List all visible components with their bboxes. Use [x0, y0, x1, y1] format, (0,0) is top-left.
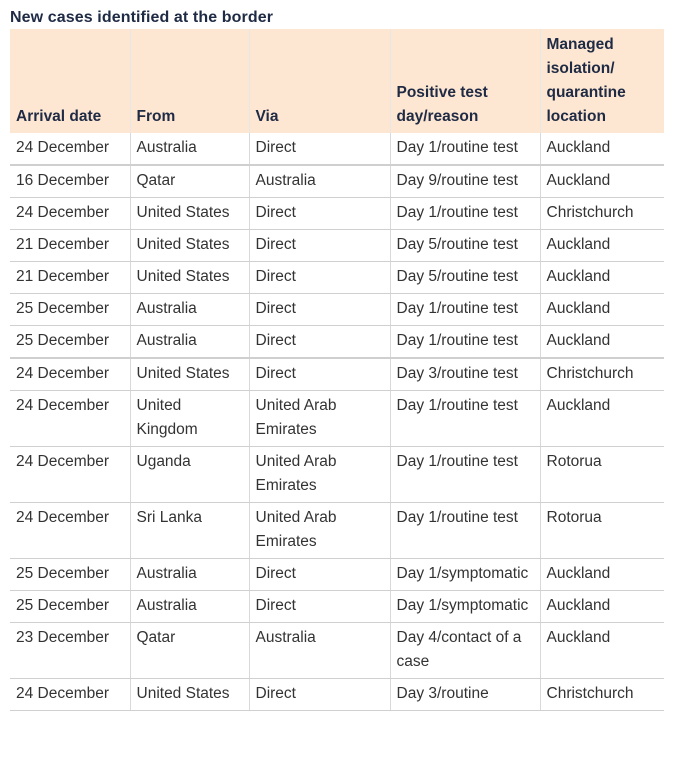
cell-via: Direct	[249, 198, 390, 230]
header-positive-test: Positive test day/reason	[390, 29, 540, 133]
cell-test: Day 5/routine test	[390, 262, 540, 294]
cell-location: Auckland	[540, 165, 664, 198]
cell-arrival: 21 December	[10, 262, 130, 294]
cell-from: Australia	[130, 294, 249, 326]
cell-test: Day 1/routine test	[390, 326, 540, 359]
border-cases-table	[10, 29, 664, 711]
table-row	[10, 391, 664, 447]
cell-location: Auckland	[540, 262, 664, 294]
cell-test: Day 1/routine test	[390, 198, 540, 230]
table-row	[10, 230, 664, 262]
cell-test: Day 3/routine test	[390, 358, 540, 391]
table-row	[10, 262, 664, 294]
header-arrival-date: Arrival date	[10, 29, 130, 133]
cell-arrival: 24 December	[10, 391, 130, 447]
table-title: New cases identified at the border	[10, 9, 274, 26]
cell-location: Auckland	[540, 623, 664, 679]
cell-arrival: 25 December	[10, 559, 130, 591]
cell-from: Uganda	[130, 447, 249, 503]
header-row	[10, 29, 664, 133]
cell-test: Day 1/symptomatic	[390, 591, 540, 623]
cell-from: United States	[130, 230, 249, 262]
cell-via: Direct	[249, 230, 390, 262]
cell-test: Day 4/contact of a case	[390, 623, 540, 679]
cell-via: United Arab Emirates	[249, 447, 390, 503]
table-row	[10, 679, 664, 711]
table-row	[10, 198, 664, 230]
cell-via: Direct	[249, 559, 390, 591]
cell-via: Direct	[249, 358, 390, 391]
cell-location: Christchurch	[540, 198, 664, 230]
table-row	[10, 294, 664, 326]
cell-test: Day 1/routine test	[390, 391, 540, 447]
cell-test: Day 1/routine test	[390, 133, 540, 165]
table-row	[10, 503, 664, 559]
cell-arrival: 24 December	[10, 679, 130, 711]
cell-arrival: 24 December	[10, 133, 130, 165]
cell-from: United States	[130, 679, 249, 711]
cell-arrival: 25 December	[10, 326, 130, 359]
cell-location: Auckland	[540, 326, 664, 359]
cell-from: Qatar	[130, 623, 249, 679]
header-from: From	[130, 29, 249, 133]
table-body	[10, 133, 664, 711]
cell-from: United States	[130, 358, 249, 391]
cell-via: United Arab Emirates	[249, 503, 390, 559]
table-row	[10, 447, 664, 503]
cell-arrival: 16 December	[10, 165, 130, 198]
cell-test: Day 9/routine test	[390, 165, 540, 198]
cell-arrival: 24 December	[10, 447, 130, 503]
cell-from: Australia	[130, 591, 249, 623]
table-row	[10, 358, 664, 391]
cell-location: Christchurch	[540, 679, 664, 711]
header-location: Managed isolation/ quarantine location	[540, 29, 664, 133]
cell-via: Australia	[249, 623, 390, 679]
cell-location: Auckland	[540, 559, 664, 591]
cell-location: Rotorua	[540, 447, 664, 503]
header-via: Via	[249, 29, 390, 133]
cell-location: Auckland	[540, 133, 664, 165]
cell-location: Auckland	[540, 294, 664, 326]
cell-location: Auckland	[540, 230, 664, 262]
table-row	[10, 326, 664, 359]
cell-from: Australia	[130, 326, 249, 359]
table-row	[10, 591, 664, 623]
table-row	[10, 165, 664, 198]
cell-arrival: 24 December	[10, 503, 130, 559]
cell-from: United Kingdom	[130, 391, 249, 447]
cell-test: Day 1/symptomatic	[390, 559, 540, 591]
cell-arrival: 25 December	[10, 591, 130, 623]
cell-via: Direct	[249, 591, 390, 623]
cell-via: Direct	[249, 133, 390, 165]
cell-test: Day 3/routine	[390, 679, 540, 711]
cell-location: Rotorua	[540, 503, 664, 559]
cell-from: Australia	[130, 133, 249, 165]
table-row	[10, 133, 664, 165]
table-row	[10, 623, 664, 679]
cell-from: Australia	[130, 559, 249, 591]
cell-via: Australia	[249, 165, 390, 198]
cell-test: Day 1/routine test	[390, 294, 540, 326]
cell-via: Direct	[249, 294, 390, 326]
cell-arrival: 25 December	[10, 294, 130, 326]
cell-from: United States	[130, 198, 249, 230]
table-header	[10, 29, 664, 133]
cell-from: Qatar	[130, 165, 249, 198]
cell-test: Day 1/routine test	[390, 447, 540, 503]
cell-test: Day 1/routine test	[390, 503, 540, 559]
cell-via: United Arab Emirates	[249, 391, 390, 447]
cell-from: Sri Lanka	[130, 503, 249, 559]
cell-arrival: 24 December	[10, 198, 130, 230]
cell-via: Direct	[249, 679, 390, 711]
cell-via: Direct	[249, 262, 390, 294]
cell-from: United States	[130, 262, 249, 294]
cell-arrival: 21 December	[10, 230, 130, 262]
cell-via: Direct	[249, 326, 390, 359]
cell-arrival: 23 December	[10, 623, 130, 679]
cell-location: Auckland	[540, 591, 664, 623]
cell-arrival: 24 December	[10, 358, 130, 391]
cell-test: Day 5/routine test	[390, 230, 540, 262]
cell-location: Auckland	[540, 391, 664, 447]
table-row	[10, 559, 664, 591]
cell-location: Christchurch	[540, 358, 664, 391]
